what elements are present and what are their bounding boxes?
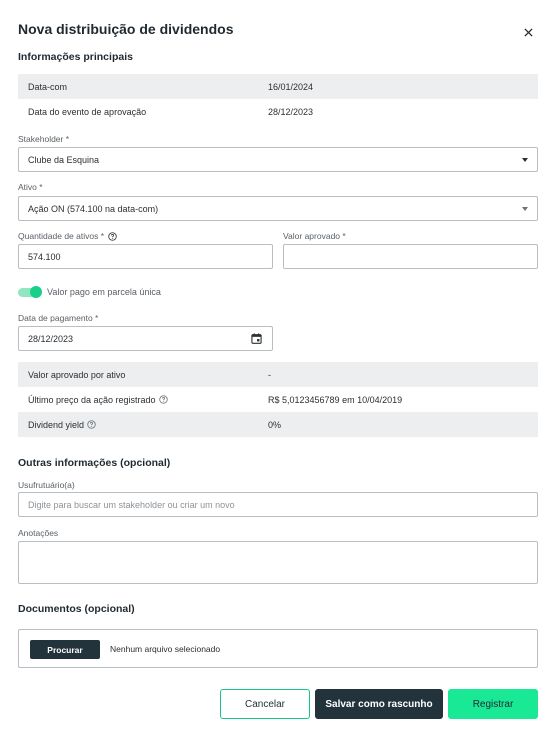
quantity-input[interactable] <box>18 244 273 269</box>
help-icon[interactable] <box>159 395 168 404</box>
info-row-label: Data-com <box>28 81 68 92</box>
summary-row-label-wrap <box>28 395 168 405</box>
help-icon[interactable] <box>108 232 117 241</box>
info-row-value: 16/01/2024 <box>268 81 314 92</box>
notes-textarea[interactable] <box>18 541 538 584</box>
quantity-label-wrap <box>18 231 117 241</box>
summary-row-value: 0% <box>268 419 282 430</box>
info-row-approval-date <box>18 99 538 124</box>
quantity-label: Quantidade de ativos * <box>18 231 105 241</box>
chevron-down-icon <box>522 207 528 211</box>
asset-value: Ação ON (574.100 na data-com) <box>28 203 159 214</box>
documents-heading: Documentos (opcional) <box>18 603 135 615</box>
file-upload-box <box>18 629 538 668</box>
file-status: Nenhum arquivo selecionado <box>110 644 221 654</box>
toggle-knob <box>30 286 42 298</box>
asset-select[interactable] <box>18 196 538 221</box>
main-info-heading: Informações principais <box>18 51 133 63</box>
browse-button[interactable]: Procurar <box>30 640 100 659</box>
summary-row-label: Último preço da ação registrado <box>28 394 156 405</box>
usufruct-search-input[interactable] <box>18 492 538 517</box>
single-installment-label: Valor pago em parcela única <box>47 287 161 297</box>
quantity-value: 574.100 <box>28 251 61 262</box>
close-button[interactable] <box>518 22 538 42</box>
info-row-data-com <box>18 74 538 99</box>
summary-row-label: Valor aprovado por ativo <box>28 369 126 380</box>
other-info-heading: Outras informações (opcional) <box>18 457 171 469</box>
asset-label: Ativo * <box>18 182 43 192</box>
summary-row-value-per-asset <box>18 362 538 387</box>
stakeholder-label: Stakeholder * <box>18 134 70 144</box>
chevron-down-icon <box>522 158 528 162</box>
summary-row-last-price <box>18 387 538 412</box>
approved-value-input[interactable] <box>283 244 538 269</box>
approved-value-label: Valor aprovado * <box>283 231 346 241</box>
payment-date-input[interactable] <box>18 326 273 351</box>
summary-row-label-wrap <box>28 420 96 430</box>
modal-title: Nova distribuição de dividendos <box>18 21 234 37</box>
usufruct-placeholder: Digite para buscar um stakeholder ou criar um novo <box>28 499 235 510</box>
summary-row-dividend-yield <box>18 412 538 437</box>
help-icon[interactable] <box>87 420 96 429</box>
payment-date-value: 28/12/2023 <box>28 333 74 344</box>
usufruct-label: Usufrutuário(a) <box>18 480 75 490</box>
info-row-value: 28/12/2023 <box>268 106 314 117</box>
summary-row-value: - <box>268 369 271 380</box>
notes-label: Anotações <box>18 528 59 538</box>
info-row-label: Data do evento de aprovação <box>28 106 147 117</box>
summary-row-label: Dividend yield <box>28 419 85 430</box>
save-draft-button[interactable]: Salvar como rascunho <box>315 689 443 719</box>
cancel-button[interactable]: Cancelar <box>220 689 310 719</box>
calendar-icon[interactable] <box>251 333 262 344</box>
summary-row-value: R$ 5,0123456789 em 10/04/2019 <box>268 394 403 405</box>
close-icon <box>524 28 533 37</box>
single-installment-toggle[interactable] <box>18 286 42 298</box>
payment-date-label: Data de pagamento * <box>18 313 99 323</box>
register-button[interactable]: Registrar <box>448 689 538 719</box>
stakeholder-select[interactable] <box>18 147 538 172</box>
stakeholder-value: Clube da Esquina <box>28 154 100 165</box>
